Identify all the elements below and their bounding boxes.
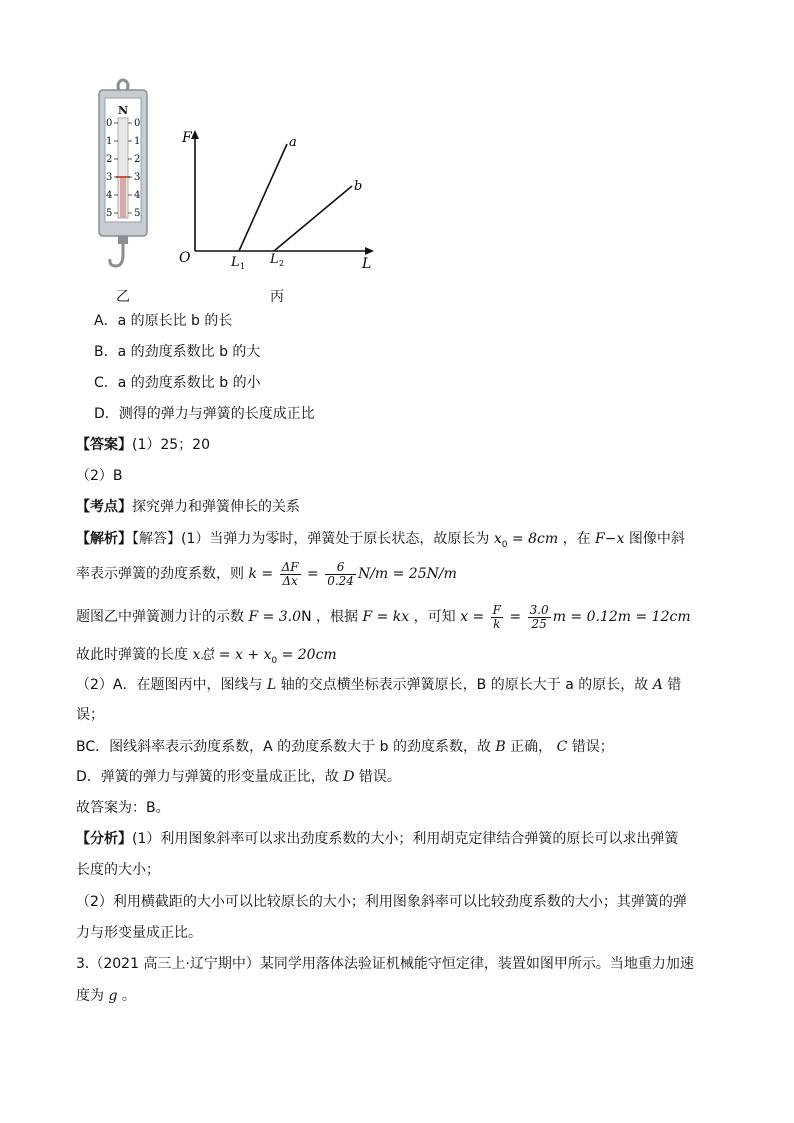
text-span: (1）当弹力为零时，弹簧处于原长状态，故原长为 [181, 531, 490, 547]
fraction-denominator: k [493, 616, 501, 631]
fenxi-line-2: 长度的大小； [76, 862, 160, 878]
scale-left-ticks [106, 115, 112, 223]
math-expr: F = 3.0 [248, 609, 302, 625]
scale-tick-label: 0 [134, 118, 141, 129]
scale-tick-label: 1 [134, 136, 141, 147]
line-b [274, 186, 352, 251]
option-b [94, 342, 260, 362]
fenxi-tag: 【分析】 [76, 831, 132, 847]
kaodian-text: 探究弹力和弹簧伸长的关系 [132, 499, 300, 515]
option-d [94, 404, 315, 424]
math-sub: 0 [271, 655, 278, 666]
text-span: BC．图线斜率表示劲度系数，A 的劲度系数大于 b 的劲度系数，故 [76, 739, 491, 755]
text-span: ，可知 [413, 609, 456, 625]
jiexi-line-9: 故答案为：B。 [76, 800, 170, 816]
math-expr: = 8cm [507, 531, 559, 547]
y-axis-arrow-icon [191, 130, 199, 139]
math-expr: x = [460, 609, 489, 625]
l1-subscript: 1 [240, 262, 246, 271]
text-span: 。 [121, 988, 136, 1004]
spring-scale-figure [96, 76, 152, 276]
x-axis-label: L [362, 256, 372, 272]
math-sub: 0 [501, 539, 508, 550]
fraction-numerator: F [492, 602, 501, 617]
answer-line [76, 435, 210, 455]
fenxi-line-3: （2）利用横截距的大小可以比较原长的大小；利用图象斜率可以比较劲度系数的大小；其弹簧的弹 [76, 894, 687, 910]
text-span: 错 [667, 677, 682, 693]
text-span: D．弹簧的弹力与弹簧的形变量成正比，故 [76, 769, 339, 785]
line-a [239, 144, 287, 251]
math-expr: N/m = 25N/m [357, 566, 457, 582]
text-span: 正确， [510, 739, 553, 755]
l2-subscript: 2 [279, 259, 285, 268]
text-span: 度为 [76, 988, 104, 1004]
text-span: ，根据 [316, 609, 358, 625]
text-span: （2）A．在题图丙中，图线与 [76, 677, 263, 693]
scale-tick-label: 3 [106, 172, 113, 183]
text-span: N [301, 609, 312, 625]
math-var: x [493, 531, 502, 547]
fraction-denominator: 25 [531, 616, 547, 631]
fraction-numerator: 3.0 [529, 602, 549, 617]
jiexi-tag2: 【解答】 [132, 531, 181, 547]
math-var: D [343, 769, 355, 785]
fraction-numerator: ΔF [281, 559, 299, 574]
line-a-label: a [289, 135, 297, 150]
math-var: g [108, 988, 118, 1004]
jiexi-line-8 [76, 767, 401, 787]
scale-tick-label: 2 [106, 154, 113, 165]
option-letter: D． [94, 406, 119, 422]
text-span: 轴的交点横坐标表示弹簧原长，B 的原长大于 a 的原长，故 [280, 677, 649, 693]
jiexi-line-1 [76, 529, 685, 555]
y-axis-label: F [182, 130, 192, 146]
x-axis-arrow-icon [365, 247, 374, 255]
fraction [325, 561, 356, 588]
math-expr: m = 0.12m = 12cm [552, 609, 691, 625]
jiexi-line-4 [76, 645, 337, 671]
math-expr: = [504, 609, 526, 625]
math-expr: = 20cm [277, 647, 337, 663]
fenxi-line-4: 力与形变量成正比。 [76, 925, 202, 941]
graph-caption: 丙 [270, 289, 284, 305]
answer-part2: （2）B [76, 468, 123, 484]
fraction-numerator: 6 [325, 561, 356, 575]
option-c [94, 373, 261, 393]
kaodian-line [76, 497, 300, 517]
scale-unit-label: N [118, 104, 129, 117]
answer-tag: 【答案】 [76, 437, 132, 453]
math-expr: = [302, 566, 324, 582]
scale-tick-label: 0 [106, 118, 113, 129]
text-span: 错误。 [358, 769, 401, 785]
fraction [491, 604, 503, 631]
jiexi-line-2 [76, 559, 457, 589]
fraction [528, 604, 551, 631]
math-var: A [652, 677, 663, 693]
line-b-label: b [354, 179, 363, 194]
text-span: 题图乙中弹簧测力计的示数 [76, 609, 244, 625]
scale-tick-label: 3 [134, 172, 141, 183]
math-expr: F−x [595, 531, 625, 547]
fraction-denominator: 0.24 [327, 573, 354, 588]
scale-tick-label: 2 [134, 154, 141, 165]
math-expr: k = [248, 566, 278, 582]
math-var: B [495, 739, 506, 755]
l2-label: L [270, 252, 279, 267]
question-3-line-2 [76, 986, 136, 1006]
scale-tick-label: 4 [106, 190, 113, 201]
fraction [280, 561, 301, 588]
text-span: 故此时弹簧的长度 [76, 647, 188, 663]
l1-label: L [231, 255, 240, 270]
text-span: 图像中斜 [628, 531, 685, 547]
fraction-denominator: Δx [282, 573, 298, 588]
origin-label: O [179, 250, 191, 266]
kaodian-tag: 【考点】 [76, 499, 132, 515]
text-span: (1）利用图象斜率可以求出劲度系数的大小；利用胡克定律结合弹簧的原长可以求出弹簧 [132, 831, 679, 847]
text-span: ，在 [562, 531, 591, 547]
text-span: 错误； [571, 739, 614, 755]
graph-drawing [170, 124, 390, 274]
math-var: L [266, 677, 277, 693]
math-expr: x总 = x + x [192, 647, 272, 663]
option-letter: A． [94, 313, 118, 329]
jiexi-line-5 [76, 675, 681, 695]
option-text: 测得的弹力与弹簧的长度成正比 [118, 406, 315, 422]
option-letter: B． [94, 344, 118, 360]
fenxi-line-1 [76, 829, 678, 849]
option-a [94, 311, 232, 331]
scale-tick-label: 5 [134, 208, 141, 219]
option-letter: C． [94, 375, 118, 391]
scale-caption: 乙 [116, 289, 130, 305]
option-text: a 的原长比 b 的长 [117, 313, 233, 329]
scale-tick-label: 5 [106, 208, 113, 219]
jiexi-line-3 [76, 602, 691, 632]
jiexi-line-7 [76, 737, 614, 757]
scale-right-ticks [134, 115, 140, 223]
math-expr: F = kx [362, 609, 410, 625]
question-3-line-1: 3.（2021 高三上·辽宁期中）某同学用落体法验证机械能守恒定律，装置如图甲所示。当地重力加速 [76, 956, 694, 972]
math-var: C [556, 739, 568, 755]
text-span: 率表示弹簧的劲度系数，则 [76, 566, 244, 582]
force-length-graph [170, 124, 390, 274]
option-text: a 的劲度系数比 b 的小 [117, 375, 261, 391]
option-text: a 的劲度系数比 b 的大 [117, 344, 261, 360]
answer-part1: (1）25；20 [132, 437, 210, 453]
scale-tick-label: 1 [106, 136, 113, 147]
jiexi-line-6: 误； [76, 707, 104, 723]
jiexi-tag: 【解析】 [76, 531, 132, 547]
scale-tick-label: 4 [134, 190, 141, 201]
